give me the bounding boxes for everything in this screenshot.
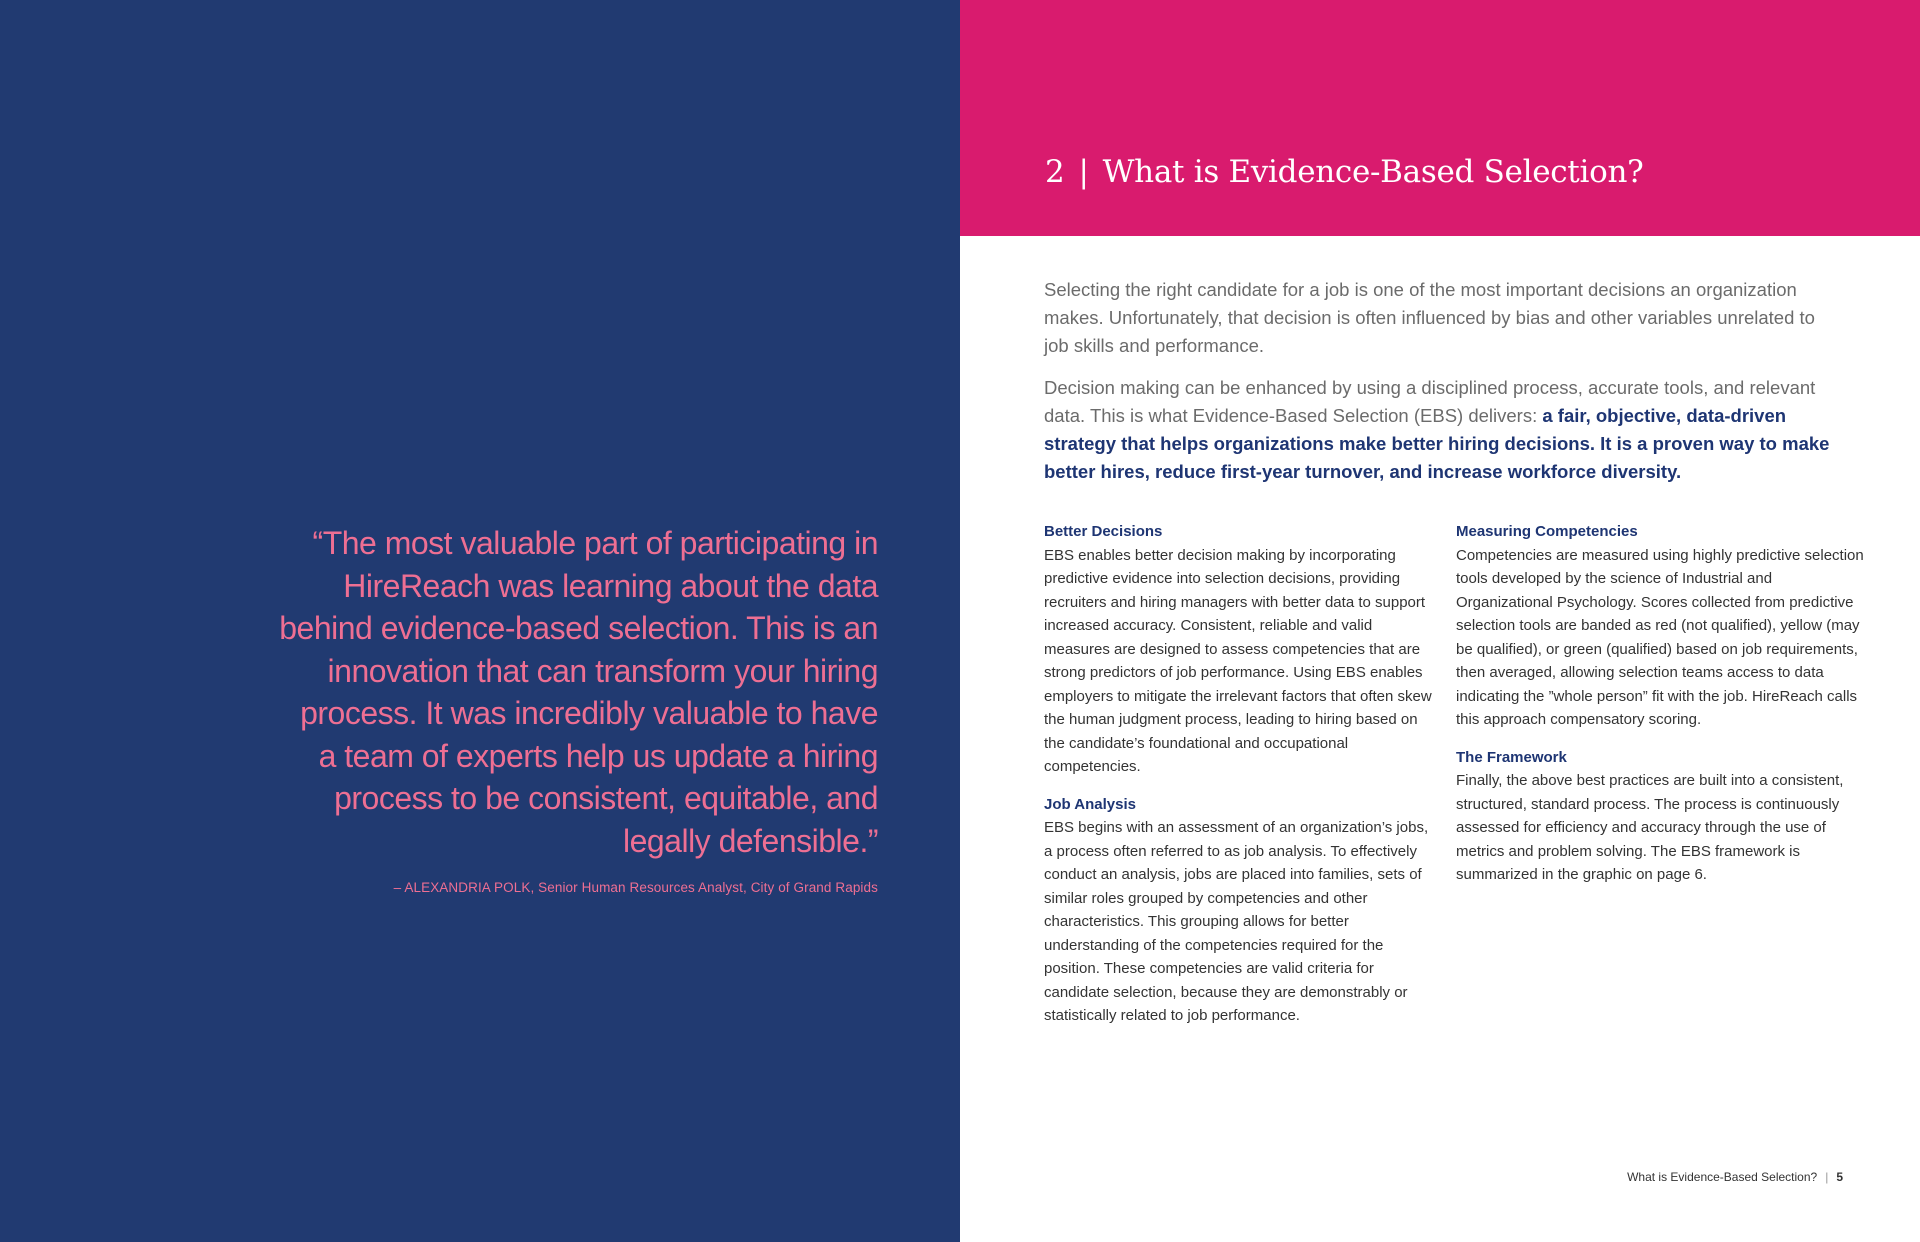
intro bbox=[1044, 276, 1844, 486]
section-better-decisions bbox=[1044, 520, 1432, 779]
pull-quote bbox=[278, 522, 878, 895]
section-heading: Measuring Competencies bbox=[1456, 523, 1638, 540]
header-band bbox=[960, 0, 1920, 236]
footer-separator: | bbox=[1825, 1170, 1829, 1184]
section-heading: Job Analysis bbox=[1044, 795, 1136, 813]
chapter-title: What is Evidence-Based Selection? bbox=[1102, 154, 1644, 190]
intro-paragraph-2-emphasis: a fair, objective, data-driven strategy that helps organizations make better hiring decisions. It is a proven way to make better hires, reduce first-year turnover, and increase workforce diversity. bbox=[1044, 405, 1830, 482]
quote-text: “The most valuable part of participating in HireReach was learning about the data behind evidence-based selection. This is an innovation that can transform your hiring process. It was incredibly valuable to have a team of experts help us update a hiring process to be consistent, equitable, and legally defensible.” bbox=[279, 525, 878, 859]
section-body: Finally, the above best practices are built into a consistent, structured, standard process. The process is continuously assessed for efficiency and accuracy through the use of metrics and problem solving. The EBS framework is summarized in the graphic on page 6. bbox=[1456, 772, 1844, 883]
running-title: What is Evidence-Based Selection? bbox=[1627, 1170, 1818, 1184]
quote-attribution: – ALEXANDRIA POLK, Senior Human Resources Analyst, City of Grand Rapids bbox=[393, 880, 878, 895]
page-title bbox=[1045, 154, 1643, 190]
intro-paragraph-1: Selecting the right candidate for a job is one of the most important decisions an organization makes. Unfortunately, that decision is often influenced by bias and other variables unrelated to job skills and performance. bbox=[1044, 279, 1815, 356]
page-number: 5 bbox=[1836, 1170, 1843, 1184]
title-separator: | bbox=[1078, 154, 1089, 190]
section-job-analysis bbox=[1044, 793, 1432, 1028]
intro-paragraph-2-text: Decision making can be enhanced by using a disciplined process, accurate tools, and relevant data. This is what Evidence-Based Selection (EBS) delivers: bbox=[1044, 377, 1816, 426]
section-body: EBS enables better decision making by incorporating predictive evidence into selection decisions, providing recruiters and hiring managers with better data to support increased accuracy. Consistent, reliable and valid measures are designed to assess competencies that are strong predictors of job performance. Using EBS enables employers to mitigate the irrelevant factors that often skew the human judgment process, leading to hiring based on the candidate’s foundational and occupational competencies. bbox=[1044, 546, 1432, 775]
two-column-body bbox=[1044, 520, 1874, 1042]
intro-paragraph-2 bbox=[1044, 374, 1844, 486]
section-body: Competencies are measured using highly predictive selection tools developed by the science of Industrial and Organizational Psychology. Scores collected from predictive selection tools are banded as red (not qualified), yellow (may be qualified), or green (qualified) based on job requirements, then averaged, allowing selection teams access to data indicating the ”whole person” fit with the job. HireReach calls this approach compensatory scoring. bbox=[1456, 546, 1864, 728]
chapter-number: 2 bbox=[1045, 154, 1065, 190]
section-body: EBS begins with an assessment of an organization’s jobs, a process often referred to as job analysis. To effectively conduct an analysis, jobs are placed into families, sets of similar roles grouped by competencies and other characteristics. This grouping allows for better understanding of the competencies required for the position. These competencies are valid criteria for candidate selection, because they are demonstrably or statistically related to job performance. bbox=[1044, 819, 1429, 1024]
section-heading: The Framework bbox=[1456, 748, 1567, 766]
section-measuring-competencies bbox=[1456, 520, 1866, 732]
section-the-framework bbox=[1456, 746, 1866, 887]
right-column bbox=[1456, 520, 1866, 1042]
page-footer bbox=[1627, 1170, 1843, 1184]
left-column bbox=[1044, 520, 1432, 1042]
section-heading: Better Decisions bbox=[1044, 523, 1163, 540]
main-content bbox=[1044, 276, 1864, 1024]
